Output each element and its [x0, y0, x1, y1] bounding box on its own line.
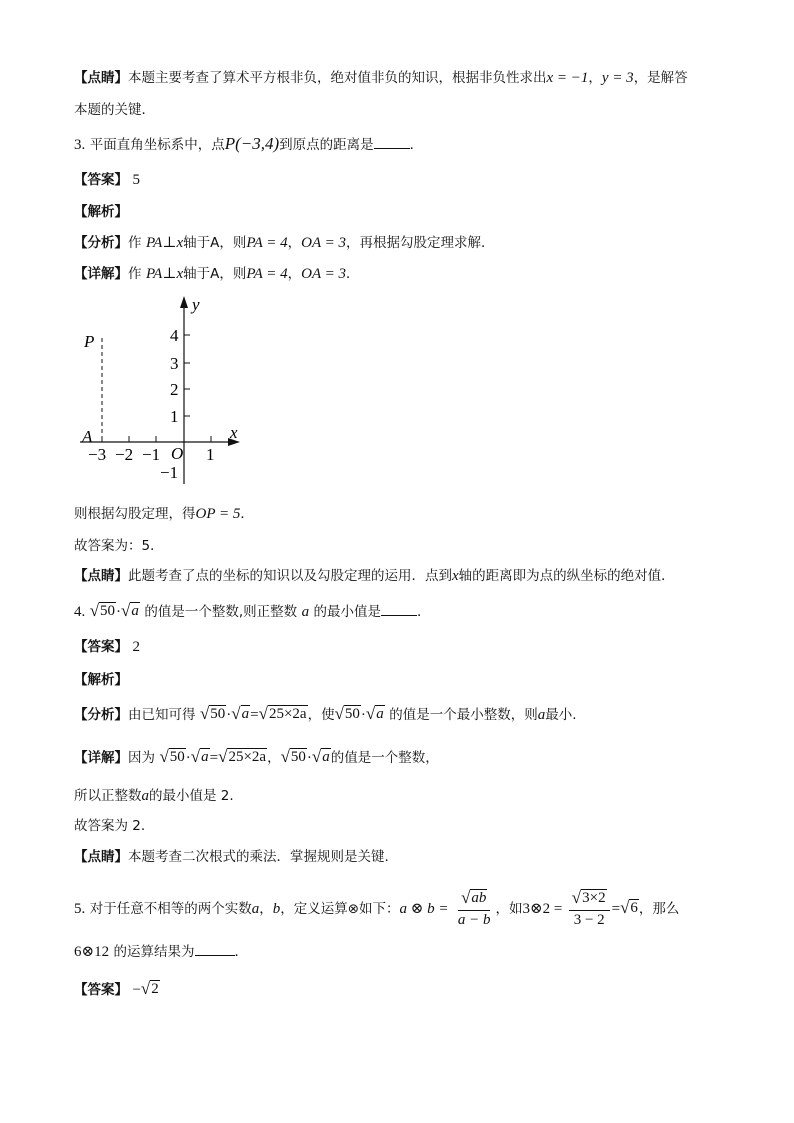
- sqrt-50: √ 50: [159, 747, 185, 766]
- sqrt-a: √ a: [121, 601, 139, 620]
- q5-answer: 【答案】 − √ 2: [74, 979, 159, 998]
- sqrt-a: √ a: [190, 747, 209, 766]
- y-tick-label: 4: [170, 326, 179, 345]
- q3-dianjing: 【点睛】此题考查了点的坐标的知识以及勾股定理的运用．点到x轴的距离即为点的纵坐标的绝对值．: [74, 568, 675, 584]
- sqrt-50: √ 50: [334, 704, 360, 723]
- p1-line1: 【点睛】本题主要考查了算术平方根非负，绝对值非负的知识，根据非负性求出x = −1，y = 3，是解答: [74, 70, 688, 86]
- x-tick-label: −2: [115, 445, 134, 464]
- x-axis-label: x: [230, 423, 238, 442]
- q4-guda: 故答案为 2.: [74, 818, 146, 834]
- q4-dianjing: 【点睛】本题考查二次根式的乘法．掌握规则是关键.: [74, 849, 389, 865]
- p1-line2: 本题的关键．: [74, 102, 155, 118]
- y-axis-label: y: [192, 295, 200, 314]
- q5-question: 5. 对于任意不相等的两个实数a，b，定义运算⊗如下：a ⊗ b = √ ab a − b ，如3⊗2 = √ 3×2 3 − 2 = √ 6 ，那么: [74, 888, 680, 928]
- sqrt-25x2a: √ 25×2a: [218, 747, 267, 766]
- q4-answer: 【答案】 2: [74, 639, 140, 655]
- q4-analysis: 【解析】: [74, 672, 128, 688]
- sqrt-6: √ 6: [620, 898, 638, 917]
- y-tick-label: −1: [160, 463, 179, 482]
- q4-xiangjie: 【详解】因为 √ 50 · √ a = √ 25×2a ， √ 50 · √ a 的值是一个整数，: [74, 747, 439, 766]
- q3-guda: 故答案为：5．: [74, 538, 164, 554]
- answer-blank: [374, 134, 410, 149]
- sqrt-a: √ a: [311, 747, 330, 766]
- y-axis-arrow: [180, 296, 188, 308]
- answer-blank: [381, 601, 417, 616]
- y-tick-label: 1: [170, 407, 179, 426]
- q3-after: 则根据勾股定理，得OP = 5．: [74, 506, 254, 522]
- q3-fenxi: 【分析】作 PA⊥x轴于A，则PA = 4，OA = 3，再根据勾股定理求解．: [74, 235, 495, 251]
- sqrt-2: √ 2: [140, 979, 159, 998]
- q3-question: 3. 平面直角坐标系中，点P(−3,4)到原点的距离是 ．: [74, 134, 424, 153]
- q3-xiangjie: 【详解】作 PA⊥x轴于A，则PA = 4，OA = 3．: [74, 266, 360, 282]
- q4-question: 4. √ 50 · √ a 的值是一个整数,则正整数 a 的最小值是 ．: [74, 601, 431, 620]
- definition-fraction: √ ab a − b: [457, 888, 491, 928]
- point-a-label: A: [82, 427, 93, 446]
- q3-answer: 【答案】 5: [74, 172, 140, 188]
- sqrt-50: √ 50: [280, 747, 306, 766]
- coordinate-graph: [74, 292, 254, 492]
- sqrt-a: √ a: [231, 704, 250, 723]
- q4-so: 所以正整数a的最小值是 2.: [74, 788, 234, 804]
- dianjing-tag: 【点睛】: [74, 70, 128, 86]
- sqrt-25x2a: √ 25×2a: [258, 704, 307, 723]
- sqrt-50: √ 50: [89, 601, 116, 620]
- q4-number: 4.: [74, 604, 86, 620]
- point-p-label: P: [84, 332, 95, 351]
- x-tick-label: −1: [142, 445, 161, 464]
- sqrt-a: √ a: [365, 704, 384, 723]
- answer-blank: [195, 941, 235, 956]
- x-tick-label: −3: [88, 445, 107, 464]
- sqrt-50: √ 50: [199, 704, 226, 723]
- origin-label: O: [171, 444, 184, 463]
- q4-fenxi: 【分析】由已知可得 √ 50 · √ a = √ 25×2a ，使 √ 50 · √ a 的值是一个最小整数，则a最小.: [74, 704, 577, 723]
- q3-analysis: 【解析】: [74, 204, 128, 220]
- y-tick-label: 3: [170, 354, 179, 373]
- q5-number: 5.: [74, 901, 86, 917]
- example-fraction: √ 3×2 3 − 2: [569, 889, 610, 929]
- q5-line2: 6⊗12 的运算结果为 ．: [74, 941, 248, 962]
- y-tick-label: 2: [170, 380, 179, 399]
- q3-number: 3.: [74, 137, 86, 153]
- x-tick-label: 1: [206, 445, 215, 464]
